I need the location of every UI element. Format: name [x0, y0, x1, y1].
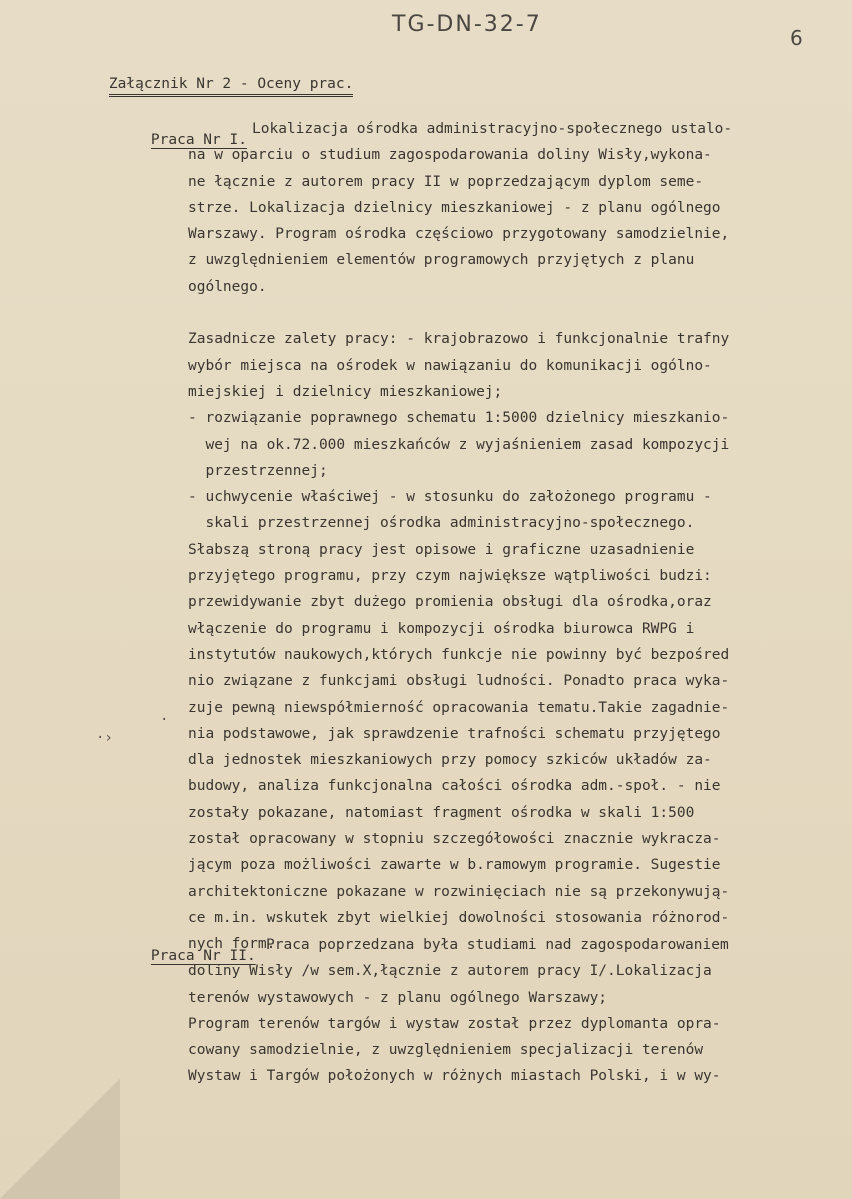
title-text: Załącznik Nr 2 - Oceny prac. — [109, 76, 353, 97]
text-line: zostały pokazane, natomiast fragment ośrodka w skali 1:500 — [188, 804, 695, 821]
text-line: - uchwycenie właściwej - w stosunku do założonego programu - — [188, 489, 712, 506]
text-line: ne łącznie z autorem pracy II w poprzedzającym dyplom seme- — [188, 173, 704, 190]
text-line: skali przestrzennej ośrodka administracyjno-społecznego. — [188, 515, 695, 532]
text-line: Słabszą stroną pracy jest opisowe i graficzne uzasadnienie — [188, 541, 695, 558]
text-line: przestrzennej; — [188, 462, 328, 479]
text-line: Praca poprzedzana była studiami nad zagospodarowaniem — [266, 937, 729, 953]
text-line: nio związane z funkcjami obsługi ludności. Ponadto praca wyka- — [188, 673, 730, 690]
section1-label: Praca Nr I. — [150, 132, 247, 148]
margin-mark: · — [160, 712, 169, 728]
text-line: przyjętego programu, przy czym największe wątpliwości budzi: — [188, 568, 712, 585]
text-line: przewidywanie zbyt dużego promienia obsługi dla ośrodka,oraz — [188, 594, 712, 611]
text-line: z uwzględnieniem elementów programowych przyjętych z planu — [188, 252, 695, 269]
text-line: zuje pewną niewspółmierność opracowania tematu.Takie zagadnie- — [188, 699, 730, 716]
section1-body — [188, 116, 732, 958]
text-line: cowany samodzielnie, z uwzględnieniem specjalizacji terenów — [188, 1042, 704, 1059]
text-line: ce m.in. wskutek zbyt wielkiej dowolności stosowania różnorod- — [188, 909, 730, 926]
archive-code: TG-DN-32-7 — [392, 12, 542, 37]
text-line: Zasadnicze zalety pracy: - krajobrazowo i funkcjonalnie trafny — [188, 331, 730, 348]
text-line: nych form. — [188, 936, 276, 953]
text-line: Program terenów targów i wystaw został przez dyplomanta opra- — [188, 1015, 721, 1032]
text-line: budowy, analiza funkcjonalna całości ośrodka adm.-społ. - nie — [188, 778, 721, 795]
text-line: instytutów naukowych,których funkcje nie powinny być bezpośred — [188, 646, 730, 663]
text-line: na w oparciu o studium zagospodarowania doliny Wisły,wykona- — [188, 147, 712, 164]
text-line: wybór miejsca na ośrodek w nawiązaniu do komunikacji ogólno- — [188, 357, 712, 374]
text-line: Wystaw i Targów położonych w różnych miastach Polski, i w wy- — [188, 1068, 721, 1085]
margin-mark: ·› — [96, 730, 113, 746]
section2-label: Praca Nr II. — [150, 948, 256, 964]
text-line: ogólnego. — [188, 278, 267, 295]
page-number: 6 — [790, 26, 805, 50]
text-line: - rozwiązanie poprawnego schematu 1:5000 dzielnicy mieszkanio- — [188, 410, 730, 427]
document-title — [74, 60, 353, 108]
paper-fold — [0, 1079, 120, 1199]
text-line — [188, 300, 732, 326]
text-line: nia podstawowe, jak sprawdzenie trafności schematu przyjętego — [188, 725, 721, 742]
text-line: jącym poza możliwości zawarte w b.ramowym programie. Sugestie — [188, 857, 721, 874]
text-line: architektoniczne pokazane w rozwinięciach nie są przekonywują- — [188, 883, 730, 900]
text-line: miejskiej i dzielnicy mieszkaniowej; — [188, 383, 503, 400]
text-line: dla jednostek mieszkaniowych przy pomocy szkiców układów za- — [188, 752, 712, 769]
text-line: Warszawy. Program ośrodka częściowo przygotowany samodzielnie, — [188, 226, 730, 243]
text-line: terenów wystawowych - z planu ogólnego Warszawy; — [188, 989, 608, 1006]
text-line: wej na ok.72.000 mieszkańców z wyjaśnieniem zasad kompozycji — [188, 436, 730, 453]
section2-body — [188, 932, 729, 1090]
text-line: strze. Lokalizacja dzielnicy mieszkaniowej - z planu ogólnego — [188, 199, 721, 216]
text-line: włączenie do programu i kompozycji ośrodka biurowca RWPG i — [188, 620, 695, 637]
text-line: doliny Wisły /w sem.X,łącznie z autorem pracy I/.Lokalizacja — [188, 963, 712, 980]
text-line: Lokalizacja ośrodka administracyjno-społecznego ustalo- — [252, 121, 733, 137]
text-line: został opracowany w stopniu szczegółowości znacznie wykracza- — [188, 831, 721, 848]
